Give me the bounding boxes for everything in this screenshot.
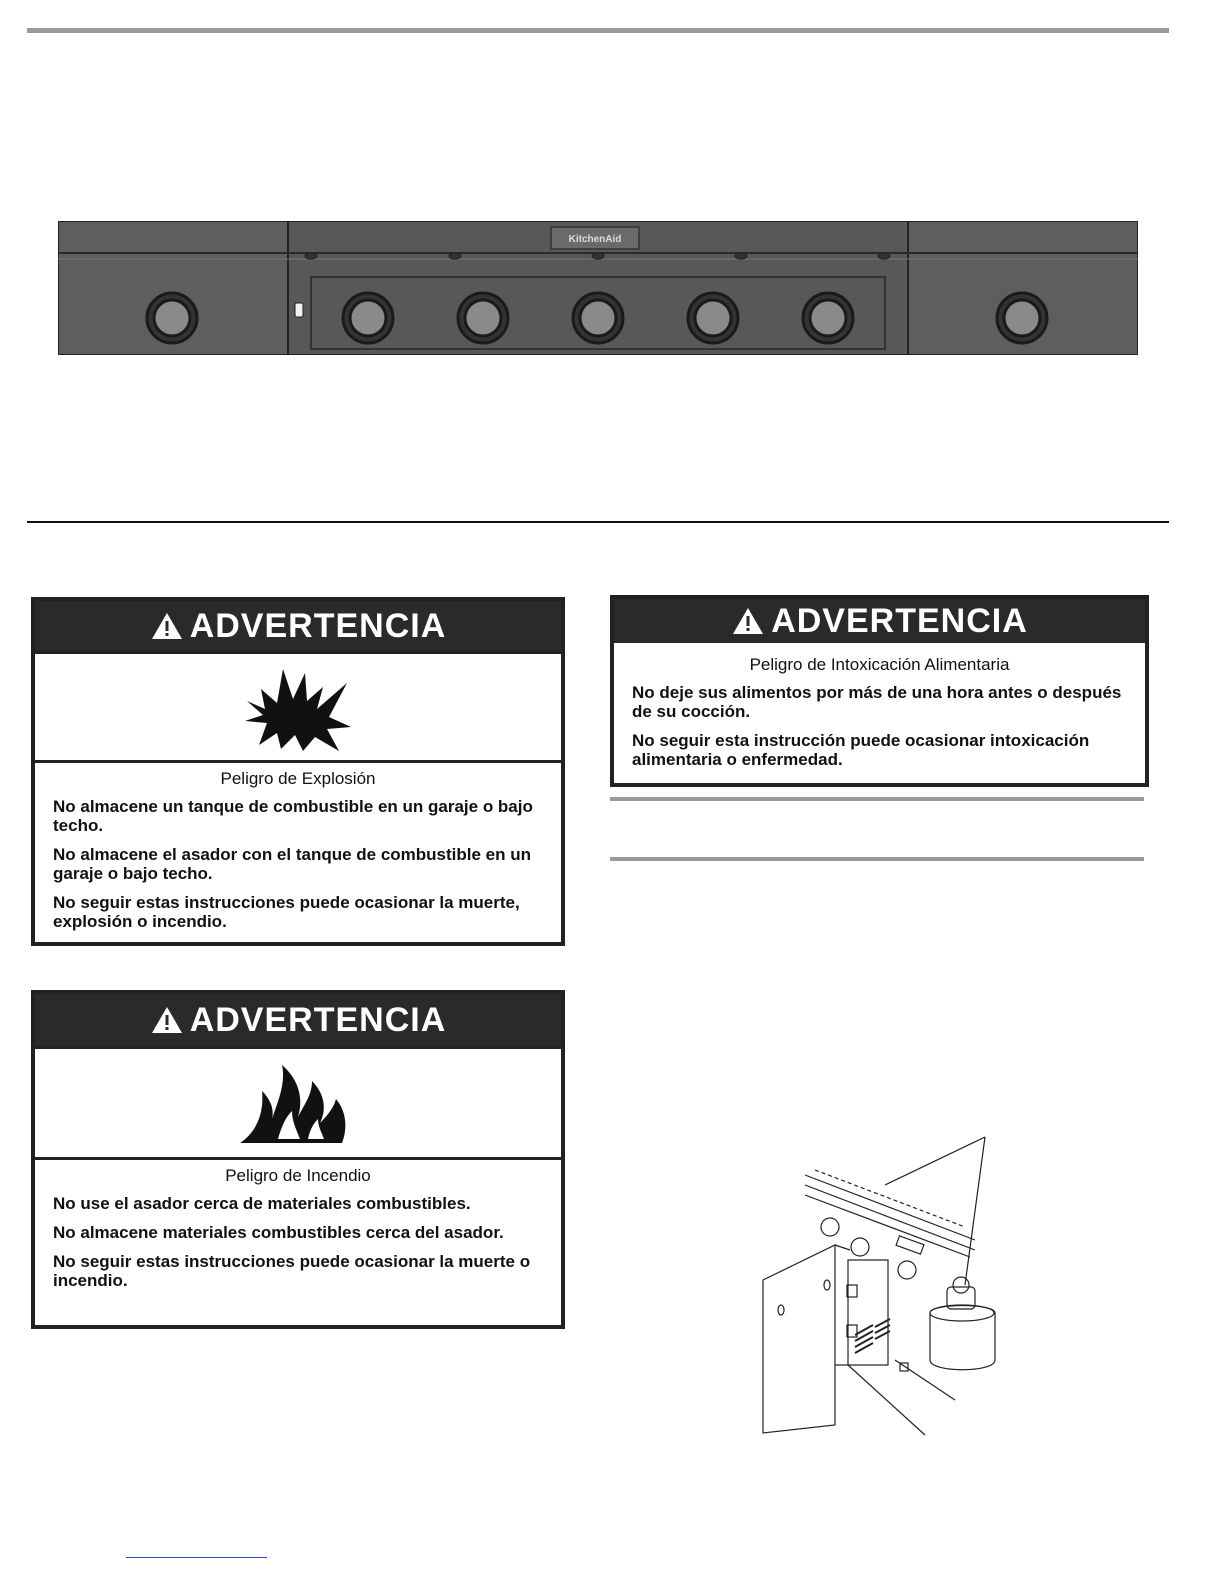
warning-body	[35, 763, 561, 949]
warning-line: No seguir estas instrucciones puede ocasionar la muerte o incendio.	[53, 1252, 531, 1290]
brand-badge: KitchenAid	[568, 234, 622, 245]
section-rule	[610, 797, 1144, 801]
warning-fire	[31, 990, 565, 1329]
warning-header	[614, 599, 1145, 643]
warning-line: No deje sus alimentos por más de una hora antes o después de su cocción.	[632, 683, 1122, 721]
warning-line: No almacene materiales combustibles cerca del asador.	[53, 1223, 504, 1242]
warning-triangle-icon	[731, 606, 765, 636]
section-rule	[610, 857, 1144, 861]
fire-icon	[238, 1061, 358, 1145]
warning-header	[35, 994, 561, 1046]
control-panel-illustration	[58, 221, 1138, 355]
section-divider	[27, 521, 1169, 523]
warning-line: No seguir estas instrucciones puede ocasionar la muerte, explosión o incendio.	[53, 893, 520, 931]
warning-triangle-icon	[150, 1005, 184, 1035]
warning-heading: ADVERTENCIA	[771, 601, 1028, 640]
warning-body	[614, 643, 1145, 787]
warning-food-poisoning	[610, 595, 1149, 787]
explosion-icon	[243, 661, 353, 753]
warning-body	[35, 1160, 561, 1308]
warning-header	[35, 601, 561, 651]
footer-link-underline	[126, 1557, 267, 1558]
hazard-title: Peligro de Explosión	[220, 769, 376, 788]
warning-line: No use el asador cerca de materiales combustibles.	[53, 1194, 471, 1213]
grill-tank-illustration	[755, 1135, 1005, 1445]
warning-line: No seguir esta instrucción puede ocasionar intoxicación alimentaria o enfermedad.	[632, 731, 1090, 769]
top-rule	[27, 28, 1169, 33]
warning-heading: ADVERTENCIA	[189, 1000, 447, 1039]
hazard-title: Peligro de Incendio	[225, 1166, 371, 1185]
warning-line: No almacene el asador con el tanque de combustible en un garaje o bajo techo.	[53, 845, 532, 883]
hazard-title: Peligro de Intoxicación Alimentaria	[749, 655, 1010, 674]
warning-line: No almacene un tanque de combustible en un garaje o bajo techo.	[53, 797, 533, 835]
warning-triangle-icon	[150, 611, 184, 641]
warning-explosion	[31, 597, 565, 946]
warning-heading: ADVERTENCIA	[189, 606, 447, 645]
warning-symbol-area	[35, 651, 561, 763]
warning-symbol-area	[35, 1046, 561, 1160]
